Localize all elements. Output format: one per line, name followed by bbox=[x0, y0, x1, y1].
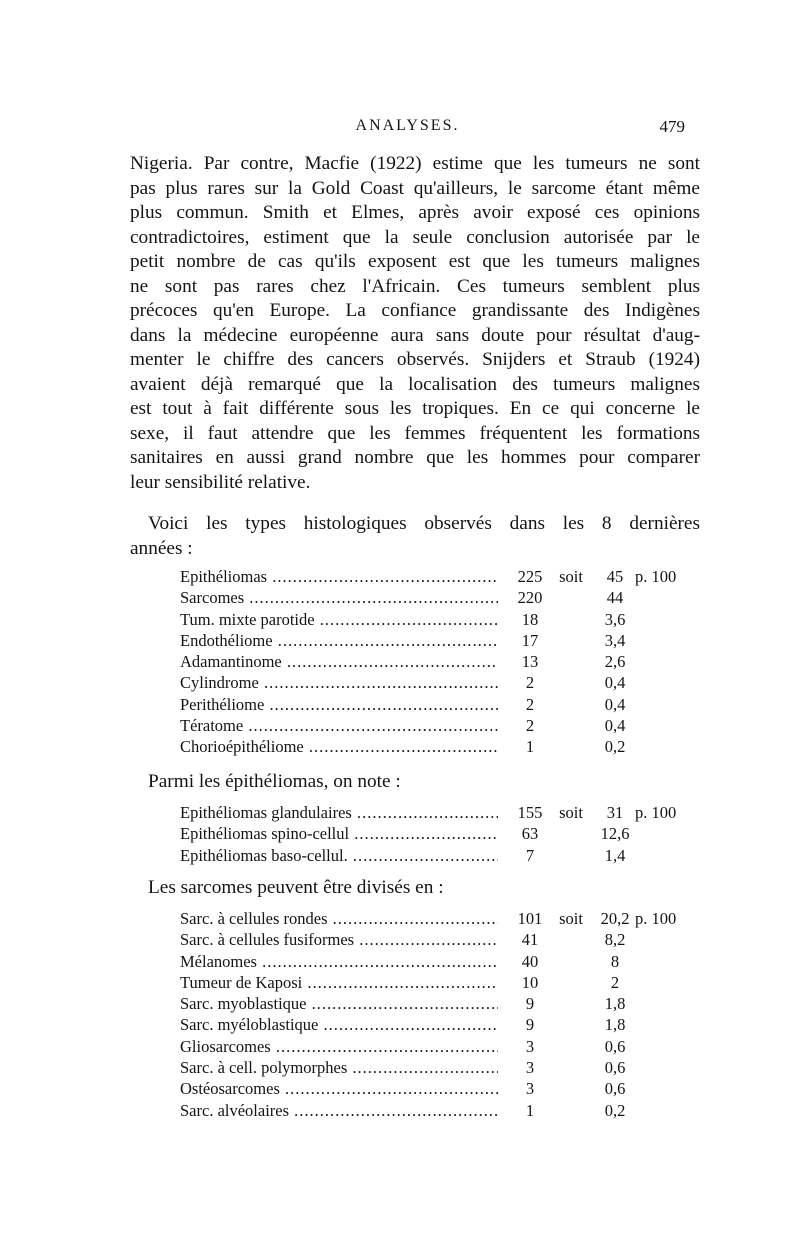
row-label: Tumeur de Kaposi ..... bbox=[180, 972, 498, 993]
row-count: 40 bbox=[521, 951, 539, 971]
text-line: années : bbox=[130, 537, 193, 559]
table-row bbox=[180, 929, 710, 950]
table-row bbox=[180, 651, 710, 672]
table-row bbox=[180, 993, 710, 1014]
page-number: 479 bbox=[659, 117, 685, 136]
row-percent: 1,4 bbox=[604, 845, 626, 865]
row-soit: soit bbox=[559, 909, 583, 928]
row-percent: 0,4 bbox=[604, 694, 626, 714]
row-soit: soit bbox=[559, 567, 583, 586]
table-row bbox=[180, 972, 710, 993]
table-row bbox=[180, 845, 710, 866]
row-label: Epithéliomas glandulaires ..... bbox=[180, 802, 498, 823]
text-line: Nigeria. Par contre, Macfie (1922) estime que les tumeurs ne sont bbox=[130, 153, 700, 174]
row-label: Sarc. myéloblastique ..... bbox=[180, 1014, 498, 1035]
running-head bbox=[130, 117, 685, 141]
row-percent: 8 bbox=[610, 951, 620, 971]
row-count: 13 bbox=[521, 652, 539, 672]
running-head-title: ANALYSES. bbox=[355, 117, 460, 134]
row-label: Epithéliomas ..... bbox=[180, 566, 498, 587]
table-row bbox=[180, 1078, 710, 1099]
table-row bbox=[180, 823, 710, 844]
table-row bbox=[180, 587, 710, 608]
row-label: Sarc. à cellules fusiformes ..... bbox=[180, 929, 498, 950]
text-line: avaient déjà remarqué que la localisation des tumeurs malignes bbox=[130, 373, 700, 395]
row-percent: 2,6 bbox=[604, 652, 626, 672]
row-percent: 44 bbox=[606, 588, 624, 608]
section-heading-sarcomes: Les sarcomes peuvent être divisés en : bbox=[148, 877, 444, 898]
section-heading-epitheliomas: Parmi les épithéliomas, on note : bbox=[148, 771, 401, 792]
text-line: pas plus rares sur la Gold Coast qu'ailleurs, le sarcome étant même bbox=[130, 177, 700, 199]
row-label: Sarc. alvéolaires ..... bbox=[180, 1100, 498, 1121]
row-label: Sarcomes ..... bbox=[180, 587, 498, 608]
row-label: Sarc. à cellules rondes ..... bbox=[180, 908, 498, 929]
row-percent: 20,2 bbox=[600, 909, 630, 928]
epithelioma-table bbox=[180, 802, 710, 866]
table-row bbox=[180, 736, 710, 757]
row-count: 2 bbox=[525, 716, 535, 736]
row-label: Tum. mixte parotide ..... bbox=[180, 609, 498, 630]
table-row bbox=[180, 566, 710, 587]
text-line: Voici les types histologiques observés dans les 8 dernières bbox=[148, 513, 700, 534]
row-percent: 0,4 bbox=[604, 716, 626, 736]
row-unit: p. 100 bbox=[635, 567, 677, 586]
row-count: 2 bbox=[525, 673, 535, 693]
row-percent: 2 bbox=[610, 972, 620, 992]
row-label: Sarc. à cell. polymorphes ..... bbox=[180, 1057, 498, 1078]
text-line: leur sensibilité relative. bbox=[130, 471, 311, 493]
row-label: Perithéliome ..... bbox=[180, 694, 498, 715]
row-count: 220 bbox=[517, 588, 543, 608]
row-count: 155 bbox=[517, 803, 543, 822]
row-count: 2 bbox=[525, 694, 535, 714]
row-count: 9 bbox=[525, 994, 535, 1014]
row-count: 1 bbox=[525, 1100, 535, 1120]
table-row bbox=[180, 694, 710, 715]
paragraph-2 bbox=[130, 512, 700, 561]
sarcoma-table bbox=[180, 908, 710, 1121]
row-percent: 0,6 bbox=[604, 1058, 626, 1078]
table-row bbox=[180, 802, 710, 823]
row-unit: p. 100 bbox=[635, 803, 677, 822]
row-label: Mélanomes ..... bbox=[180, 951, 498, 972]
row-label: Ostéosarcomes ..... bbox=[180, 1078, 498, 1099]
table-row bbox=[180, 672, 710, 693]
paragraph-1 bbox=[130, 152, 700, 495]
row-label: Adamantinome ..... bbox=[180, 651, 498, 672]
row-percent: 8,2 bbox=[604, 930, 626, 950]
row-label: Epithéliomas baso-cellul. ..... bbox=[180, 845, 498, 866]
table-row bbox=[180, 951, 710, 972]
row-label: Endothéliome ..... bbox=[180, 630, 498, 651]
text-line: menter le chiffre des cancers observés. Snijders et Straub (1924) bbox=[130, 349, 700, 370]
row-percent: 45 bbox=[606, 567, 624, 586]
row-percent: 31 bbox=[606, 803, 624, 822]
table-row bbox=[180, 1036, 710, 1057]
row-percent: 0,6 bbox=[604, 1079, 626, 1099]
text-line: sexe, il faut attendre que les femmes fréquentent les formations bbox=[130, 422, 700, 444]
row-count: 18 bbox=[521, 609, 539, 629]
table-row bbox=[180, 1014, 710, 1035]
table-row bbox=[180, 609, 710, 630]
row-percent: 12,6 bbox=[600, 824, 630, 844]
row-unit: p. 100 bbox=[635, 909, 677, 928]
row-count: 225 bbox=[517, 567, 543, 586]
text-line: plus commun. Smith et Elmes, après avoir exposé ces opinions bbox=[130, 202, 700, 223]
row-count: 3 bbox=[525, 1036, 535, 1056]
table-row bbox=[180, 1057, 710, 1078]
text-line: dans la médecine européenne aura sans doute pour résultat d'aug- bbox=[130, 324, 700, 346]
table-row bbox=[180, 715, 710, 736]
row-label: Cylindrome ..... bbox=[180, 672, 498, 693]
text-line: précoces qu'en Europe. La confiance grandissante des Indigènes bbox=[130, 300, 700, 321]
histology-table bbox=[180, 566, 710, 758]
text-line: petit nombre de cas qu'ils exposent est que les tumeurs malignes bbox=[130, 251, 700, 272]
row-percent: 1,8 bbox=[604, 994, 626, 1014]
row-count: 10 bbox=[521, 972, 539, 992]
row-percent: 0,4 bbox=[604, 673, 626, 693]
row-label: Chorioépithéliome ..... bbox=[180, 736, 498, 757]
row-percent: 0,2 bbox=[604, 1100, 626, 1120]
row-count: 1 bbox=[525, 737, 535, 757]
row-percent: 3,6 bbox=[604, 609, 626, 629]
table-row bbox=[180, 908, 710, 929]
text-line: est tout à fait différente sous les tropiques. En ce qui concerne le bbox=[130, 398, 700, 419]
row-count: 3 bbox=[525, 1079, 535, 1099]
row-count: 17 bbox=[521, 630, 539, 650]
row-count: 41 bbox=[521, 930, 539, 950]
row-label: Sarc. myoblastique ..... bbox=[180, 993, 498, 1014]
row-count: 101 bbox=[517, 909, 543, 928]
table-row bbox=[180, 630, 710, 651]
row-percent: 1,8 bbox=[604, 1015, 626, 1035]
row-soit: soit bbox=[559, 803, 583, 822]
row-label: Epithéliomas spino-cellul ..... bbox=[180, 823, 498, 844]
table-row bbox=[180, 1100, 710, 1121]
row-count: 63 bbox=[521, 824, 539, 844]
row-label: Tératome ..... bbox=[180, 715, 498, 736]
row-percent: 3,4 bbox=[604, 630, 626, 650]
text-line: ne sont pas rares chez l'Africain. Ces tumeurs semblent plus bbox=[130, 275, 700, 297]
text-line: contradictoires, estiment que la seule conclusion autorisée par le bbox=[130, 226, 700, 248]
row-count: 9 bbox=[525, 1015, 535, 1035]
text-line: sanitaires en aussi grand nombre que les hommes pour comparer bbox=[130, 447, 700, 468]
row-count: 3 bbox=[525, 1058, 535, 1078]
row-percent: 0,2 bbox=[604, 737, 626, 757]
row-label: Gliosarcomes ..... bbox=[180, 1036, 498, 1057]
row-percent: 0,6 bbox=[604, 1036, 626, 1056]
row-count: 7 bbox=[525, 845, 535, 865]
